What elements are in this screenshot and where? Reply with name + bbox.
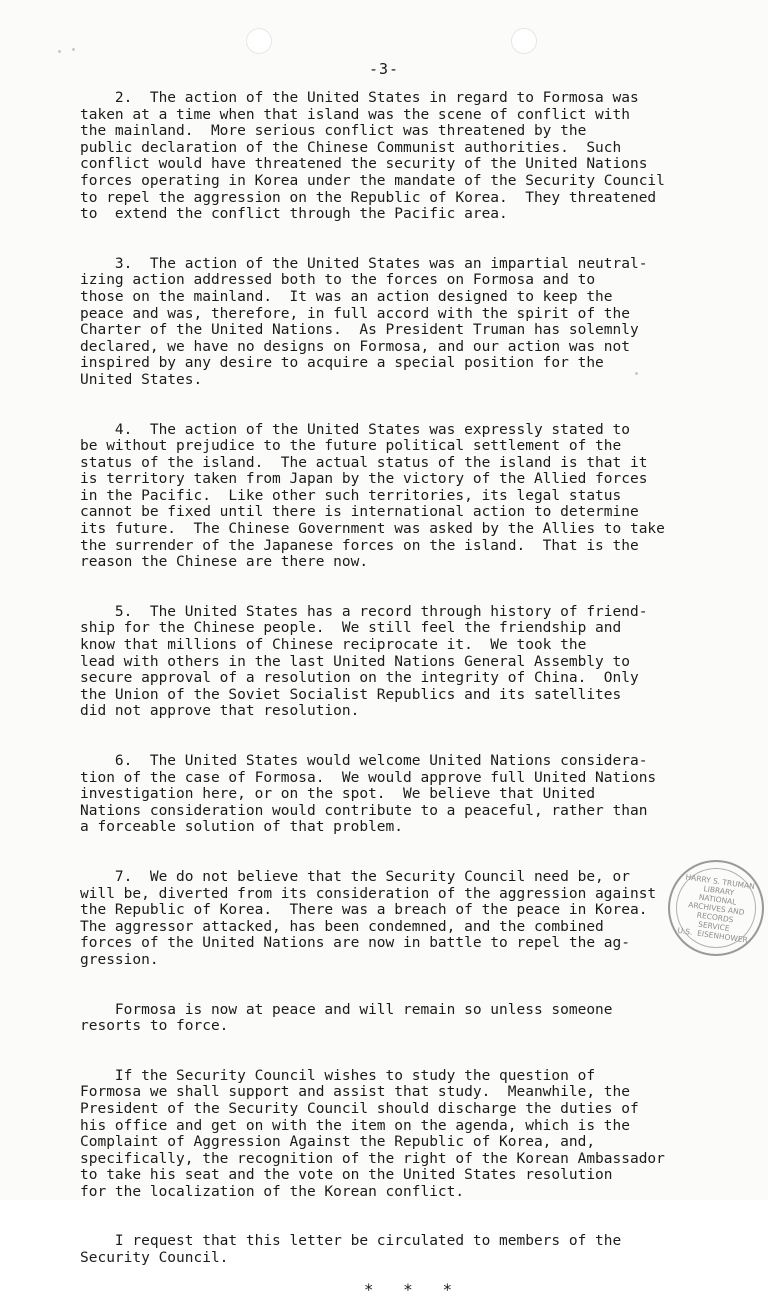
paper-speck — [58, 50, 61, 53]
punch-hole-left — [246, 28, 272, 54]
paragraph-3: 3. The action of the United States was an impartial neutral- izing action addressed both to the forces on Formosa and to those on the mainland. It was an action designed to keep the peace and was, therefore, in full accord with the spirit of the Charter of the United Nations. As President Truman has solemnly declared, we have no designs on Formosa, and our action was not inspired by any desire to acquire a special position for the United States. — [80, 255, 648, 388]
paragraph-security-council: If the Security Council wishes to study the question of Formosa we shall support and assist that study. Meanwhile, the President of the Security Council should discharge the duties of his office and get on with the item on the agenda, which is the Complaint of Aggression Against the Republic of Korea, and, specifically, the recognition of the right of the Korean Ambassador to take his seat and the vote on the United States resolution for the localization of the Korean conflict. — [80, 1067, 665, 1200]
paragraph-2: 2. The action of the United States in regard to Formosa was taken at a time when that island was the scene of conflict with the mainland. More serious conflict was threatened by the public declaration of the Chinese Communist authorities. Such conflict would have threatened the security of the United Nations forces operating in Korea under the mandate of the Security Council to repel the aggression on the Republic of Korea. They threatened to extend the conflict through the Pacific area. — [80, 90, 665, 223]
paragraph-6: 6. The United States would welcome United Nations considera- tion of the case of Formosa. We would approve full United Nations investigation here, or on the spot. We believe that United Nations consideration would contribute to a peaceful, rather than a forceable solution of that problem. — [80, 753, 657, 836]
paragraph-formosa-peace: Formosa is now at peace and will remain so unless someone resorts to force. — [80, 1001, 613, 1035]
paragraph-7: 7. We do not believe that the Security Council need be, or will be, diverted from its consideration of the aggression against the Republic of Korea. There was a breach of the peace in Korea. The aggressor attacked, has been condemned, and the combined forces of the United Nations are now in battle to repel the ag- gression. — [80, 868, 657, 968]
stamp-text: HARRY S. TRUMAN LIBRARY NATIONAL ARCHIVES AND RECORDS SERVICE U.S. EISENHOWER — [676, 871, 755, 945]
punch-hole-right — [511, 28, 537, 54]
truman-library-stamp — [668, 860, 764, 956]
paragraph-request: I request that this letter be circulated to members of the Security Council. — [80, 1233, 622, 1267]
paragraph-5: 5. The United States has a record through history of friend- ship for the Chinese people. We still feel the friendship and know that millions of Chinese reciprocate it. We took the lead with others in the last United Nations General Assembly to secure approval of a resolution on the integrity of China. Only the Union of the Soviet Socialist Republics and its satellites did not approve that resolution. — [80, 603, 648, 720]
closing-asterisks: * * * — [363, 1279, 463, 1299]
paragraph-4: 4. The action of the United States was expressly stated to be without prejudice to the future political settlement of the status of the island. The actual status of the island is that it is territory taken from Japan by the victory of the Allied forces in the Pacific. Like other such territories, its legal status cannot be fixed until there is international action to determine its future. The Chinese Government was asked by the Allies to take the surrender of the Japanese forces on the island. That is the reason the Chinese are there now. — [80, 421, 665, 571]
page-number: -3- — [368, 60, 400, 78]
paper-speck — [72, 48, 75, 51]
letter-body — [80, 90, 716, 1299]
